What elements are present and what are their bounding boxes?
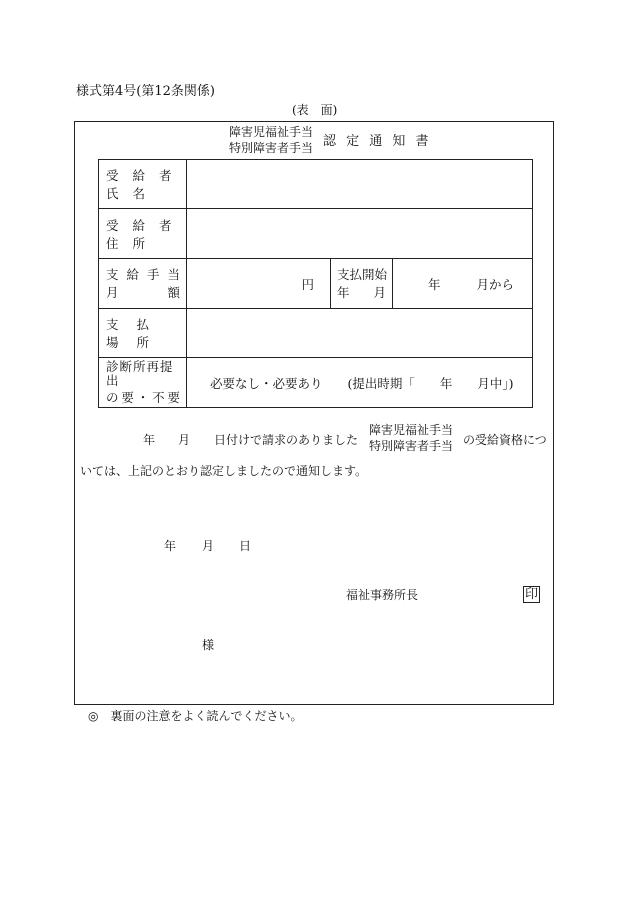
- side-label: (表 面): [292, 103, 338, 117]
- recipient-address-label: 受 給 者 住 所: [99, 209, 187, 259]
- addressee-suffix: 様: [202, 638, 215, 652]
- issue-date-year: 年: [164, 539, 177, 553]
- body-line-2: いては、上記のとおり認定しましたので通知します。: [80, 464, 368, 478]
- body-tail: の受給資格につ: [463, 433, 547, 447]
- monthly-amount-field[interactable]: 円: [187, 259, 331, 309]
- issue-date-day: 日: [239, 539, 252, 553]
- table-row: [99, 160, 533, 209]
- body-date-month: 月: [178, 433, 191, 447]
- payment-place-label: 支 払 場 所: [99, 309, 187, 358]
- body-date-year: 年: [143, 433, 156, 447]
- issuer-title: 福祉事務所長: [346, 588, 419, 602]
- payment-place-field[interactable]: [187, 309, 533, 358]
- recipient-name-label: 受 給 者 氏 名: [99, 160, 187, 209]
- table-row: [99, 309, 533, 358]
- diagnosis-resubmit-field[interactable]: 必要なし・必要あり (提出時期「 年 月中」): [187, 358, 533, 408]
- recipient-name-field[interactable]: [187, 160, 533, 209]
- seal-mark: 印: [524, 587, 538, 602]
- table-row: [99, 209, 533, 259]
- table-row: [99, 358, 533, 408]
- title-allowance-2: 特別障害者手当: [229, 141, 314, 155]
- body-allowance-1: 障害児福祉手当: [369, 423, 454, 437]
- table-row: [99, 259, 533, 309]
- payment-start-field[interactable]: 年 月から: [393, 259, 533, 309]
- issue-date-month: 月: [202, 539, 215, 553]
- body-date-tail: 日付けで請求のありました: [214, 433, 359, 447]
- body-allowance-2: 特別障害者手当: [369, 439, 454, 453]
- document-title: 認 定 通 知 書: [323, 134, 432, 149]
- monthly-amount-label: 支 給 手 当 月 額: [99, 259, 187, 309]
- payment-start-label: 支払開始 年 月: [331, 259, 393, 309]
- title-allowance-1: 障害児福祉手当: [229, 125, 314, 139]
- info-table: [98, 159, 533, 408]
- recipient-address-field[interactable]: [187, 209, 533, 259]
- footnote: ◎ 裏面の注意をよく読んでください。: [88, 709, 303, 723]
- form-reference: 様式第4号(第12条関係): [76, 84, 215, 99]
- diagnosis-resubmit-label: 診断所再提出 の 要 ・ 不 要: [99, 358, 187, 408]
